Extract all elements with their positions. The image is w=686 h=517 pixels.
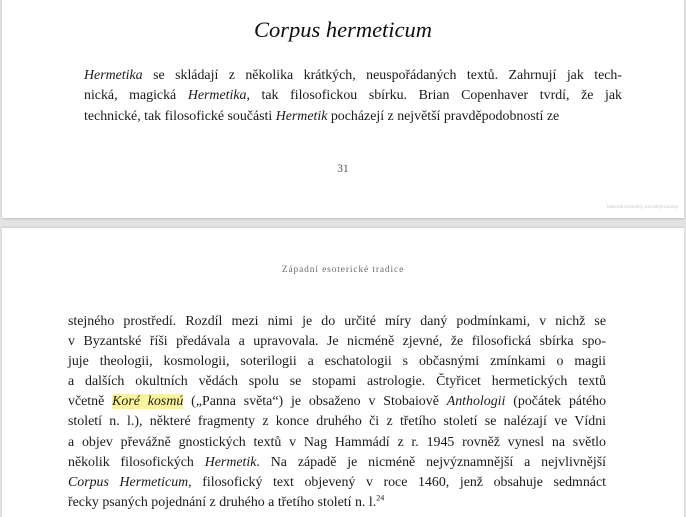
text-line [68, 312, 606, 332]
text-line [68, 473, 606, 493]
text-line [68, 453, 606, 473]
top-paragraph [84, 66, 622, 127]
italic-text: Hermetika [187, 88, 247, 104]
text-span: se skládají z několika krátkých, neuspořádaných textů. Zahrnují jak tech- [142, 68, 622, 83]
text-span: a objev převážně gnostických textů v Nag Hammádí z r. 1945 rovněž vynesl na světlo [68, 434, 606, 450]
text-span: a dalších okultních vědách spolu se stopami astrologie. Čtyřicet hermetických textů [68, 374, 606, 390]
text-line [84, 107, 622, 127]
bottom-paragraph [68, 312, 606, 513]
chapter-heading: Corpus hermeticum [253, 17, 433, 42]
text-span: technické, tak filosofické součásti [84, 108, 276, 124]
italic-text: Hermetik [275, 108, 328, 124]
text-span: několik filosofických [68, 454, 205, 470]
text-line [68, 433, 606, 453]
text-span: nická, magická [84, 88, 188, 104]
text-span: století n. l.), některé fragmenty z konce druhého či z třetího století se nalézají ve Vídni [68, 414, 606, 430]
text-line [68, 493, 606, 513]
text-span: juje theologii, kosmologii, soterilogii a eschatologii s občasnými zmínkami o magii [68, 354, 606, 370]
page-number: 31 [337, 163, 349, 175]
page-bottom [2, 228, 684, 517]
text-line [84, 66, 622, 86]
text-line [68, 392, 606, 412]
text-line [68, 372, 606, 392]
text-line [84, 86, 622, 106]
footnote-marker: 24 [376, 493, 385, 503]
text-span: , tak filosofickou sbírku. Brian Copenhaver tvrdí, že jak [246, 88, 622, 104]
text-span: v Byzantské říši předávala a upravovala. Je nicméně zjevné, že filosofická sbírka spo- [68, 334, 606, 350]
text-span: stejného prostředí. Rozdíl mezi nimi je do určité míry daný podmínkami, v nichž se [68, 314, 606, 329]
copyright-watermark: Materiál chráněný autorskými právy [606, 204, 678, 209]
italic-text: Corpus Hermeticum [68, 474, 189, 490]
text-line [68, 352, 606, 372]
running-head: Západní esoterické tradice [281, 265, 405, 275]
text-span: , filosofický text objevený v roce 1460, jenž obsahuje sedmnáct [188, 474, 606, 490]
text-span: včetně [68, 394, 113, 410]
text-span: (počátek pátého [505, 394, 607, 410]
highlighted-text: Koré kosmú [112, 394, 184, 410]
text-span: pocházejí z největší pravděpodobností ze [327, 108, 560, 124]
italic-text: Hermetik [204, 454, 257, 470]
italic-text: Hermetika [84, 68, 143, 83]
text-span: řecky psaných pojednání z druhého a třetího století n. l. [68, 494, 377, 510]
text-span: . Na západě je nicméně nejvýznamnější a nejvlivnější [256, 454, 606, 470]
text-line [68, 332, 606, 352]
italic-text: Anthologii [446, 394, 506, 410]
page-top [2, 0, 684, 218]
text-span: („Panna světa“) je obsaženo v Stobaiově [183, 394, 447, 410]
text-line [68, 412, 606, 432]
